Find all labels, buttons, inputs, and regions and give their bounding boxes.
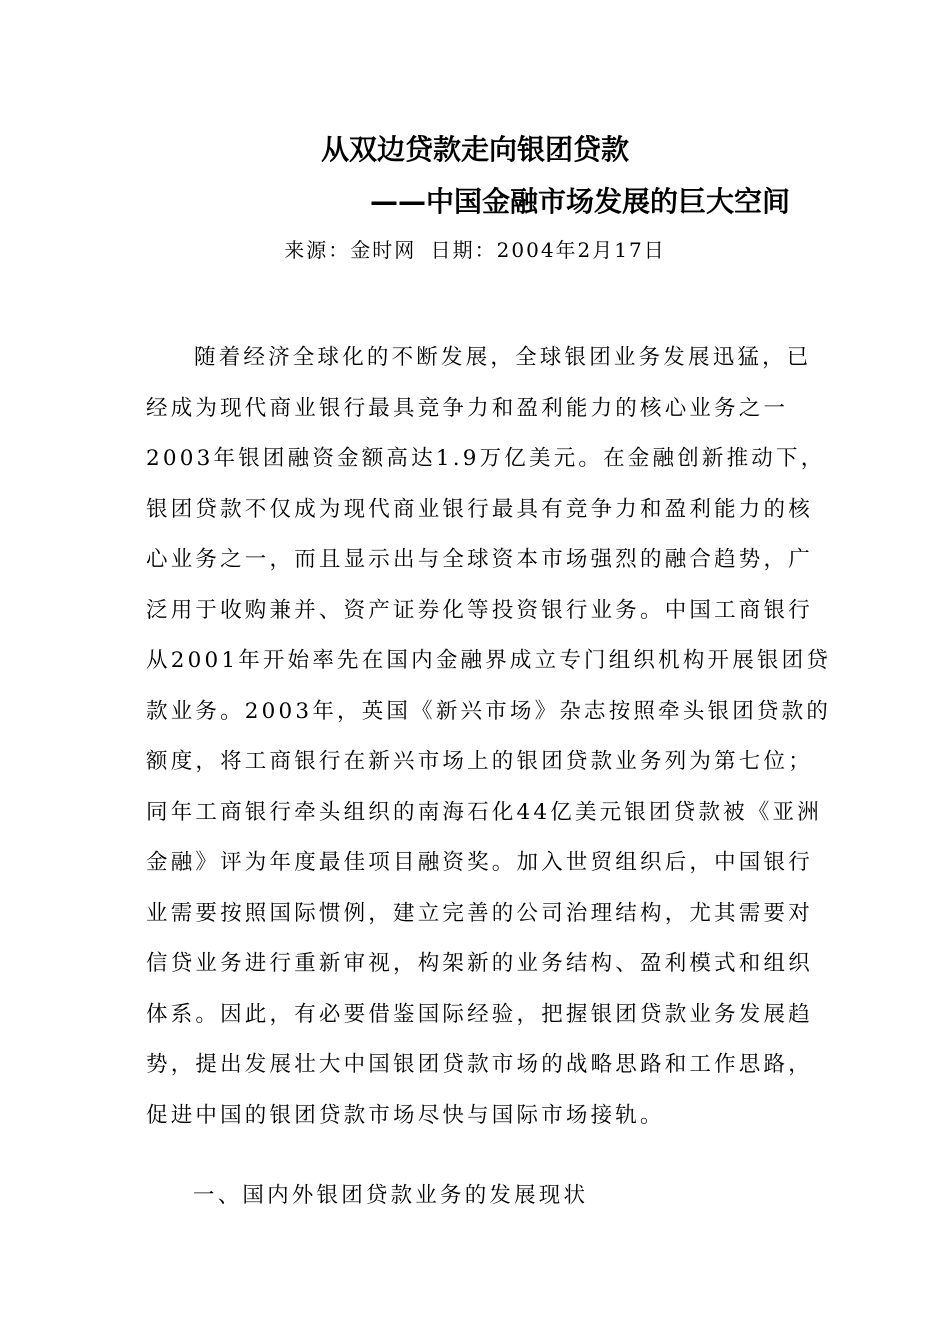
section-heading: 一、国内外银团贷款业务的发展现状 [193, 1183, 589, 1208]
document-subtitle: ——中国金融市场发展的巨大空间 [370, 185, 791, 218]
paragraph-line: 势，提出发展壮大中国银团贷款市场的战略思路和工作思路， [146, 1052, 813, 1077]
paragraph-line: 促进中国的银团贷款市场尽快与国际市场接轨。 [146, 1102, 665, 1128]
paragraph-line: 泛用于收购兼并、资产证券化等投资银行业务。中国工商银行 [146, 597, 813, 623]
paragraph-line: 同年工商银行牵头组织的南海石化44亿美元银团贷款被《亚洲 [146, 799, 822, 825]
paragraph-line: 从2001年开始率先在国内金融界成立专门组织机构开展银团贷 [146, 648, 832, 673]
document-title: 从双边贷款走向银团贷款 [320, 133, 629, 166]
paragraph-line: 信贷业务进行重新审视，构架新的业务结构、盈利模式和组织 [146, 951, 813, 976]
paragraph-line: 业需要按照国际惯例，建立完善的公司治理结构，尤其需要对 [146, 900, 813, 926]
paragraph-line: 随着经济全球化的不断发展，全球银团业务发展迅猛，已 [194, 345, 812, 370]
paragraph-line: 款业务。2003年，英国《新兴市场》杂志按照牵头银团贷款的 [146, 698, 832, 724]
paragraph-line: 心业务之一，而且显示出与全球资本市场强烈的融合趋势，广 [146, 547, 813, 572]
paragraph-line: 额度，将工商银行在新兴市场上的银团贷款业务列为第七位； [146, 749, 813, 774]
source-line [0, 234, 950, 266]
paragraph-line: 体系。因此，有必要借鉴国际经验，把握银团贷款业务发展趋 [146, 1001, 813, 1027]
body-paragraph [146, 333, 832, 1141]
source-label: 来源：金时网 [284, 238, 417, 262]
paragraph-line: 经成为现代商业银行最具竞争力和盈利能力的核心业务之一 [146, 395, 789, 421]
paragraph-line: 银团贷款不仅成为现代商业银行最具有竞争力和盈利能力的核 [146, 496, 813, 522]
paragraph-line: 2003年银团融资金额高达1.9万亿美元。在金融创新推动下， [146, 446, 826, 471]
paragraph-line: 金融》评为年度最佳项目融资奖。加入世贸组织后，中国银行 [146, 850, 813, 875]
date-label: 日期：2004年2月17日 [430, 238, 666, 262]
